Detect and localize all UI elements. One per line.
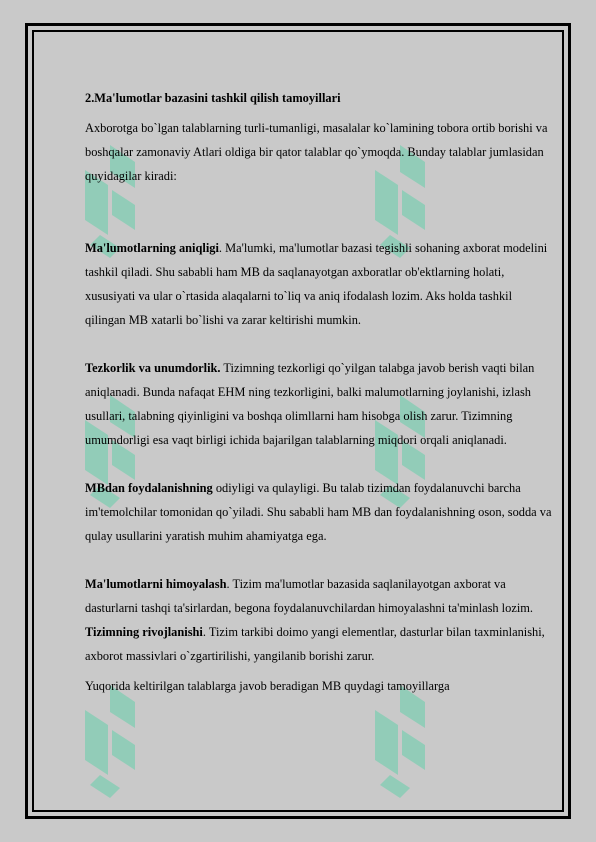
paragraph-usability [85, 476, 555, 548]
paragraph-title: Ma'lumotlarning aniqligi [85, 241, 219, 255]
paragraph-text: Tizimning tezkorligi qo`yilgan talabga javob berish vaqti bilan aniqlanadi. Bunda nafaqat EHM ning tezkorligini, balki malumotlarning joylanishi, izlash usullari, talabning qiyinligini va boshqa olimllarni ham hisobga olish zarur. Tizimning umumdorligi esa vaqt birligi ichida bajarilgan talablarning miqdori orqali aniqlanadi. [85, 361, 535, 447]
watermark-logo-icon [370, 680, 430, 800]
paragraph-text: . Tizim tarkibi doimo yangi elementlar, dasturlar bilan taxminlanishi, axborot massivlari o`zgartirilishi, yangilanib borishi zarur. [85, 625, 545, 663]
document-body [85, 86, 555, 698]
section-heading: 2.Ma'lumotlar bazasini tashkil qilish tamoyillari [85, 91, 341, 105]
paragraph-text: odiyligi va qulayligi. Bu talab tizimdan foydalanuvchi barcha im'temolchilar tomonidan qo`yiladi. Shu sababli ham MB dan foydalanishning oson, sodda va qulay usullarini yaratish muhim ahamiyatga ega. [85, 481, 552, 543]
paragraph-text: . Ma'lumki, ma'lumotlar bazasi tegishli sohaning axborat modelini tashkil qiladi. Shu sababli ham MB da saqlanayotgan axboratlar ob'ektlarning holati, xususiyati va ular o`rtasida alaqalarni to`liq va aniq ifodalash lozim. Aks holda tashkil qilingan MB xatarli bo`lishi va zarar keltirishi mumkin. [85, 241, 548, 327]
paragraph-title: Ma'lumotlarni himoyalash [85, 577, 227, 591]
intro-paragraph: Axborotga bo`lgan talablarning turli-tumanligi, masalalar ko`lamining tobora ortib borishi va boshqalar zamonaviy Atlari oldiga bir qator talablar qo`ymoqda. Bunday talablar jumlasidan quyidagilar kiradi: [85, 121, 548, 183]
paragraph-title: Tezkorlik va unumdorlik. [85, 361, 221, 375]
paragraph-protection [85, 572, 555, 620]
watermark-logo-icon [80, 680, 140, 800]
paragraph-title: MBdan foydalanishning [85, 481, 213, 495]
paragraph-accuracy [85, 236, 555, 332]
paragraph-speed [85, 356, 555, 452]
paragraph-text: . Tizim ma'lumotlar bazasida saqlanilayotgan axborat va dasturlarni tashqi ta'sirlardan, begona foydalanuvchilardan himoyalashni ta'minlash lozim. [85, 577, 533, 615]
paragraph-development [85, 620, 555, 668]
paragraph-title: Tizimning rivojlanishi [85, 625, 203, 639]
closing-paragraph: Yuqorida keltirilgan talablarga javob beradigan MB quydagi tamoyillarga [85, 679, 450, 693]
